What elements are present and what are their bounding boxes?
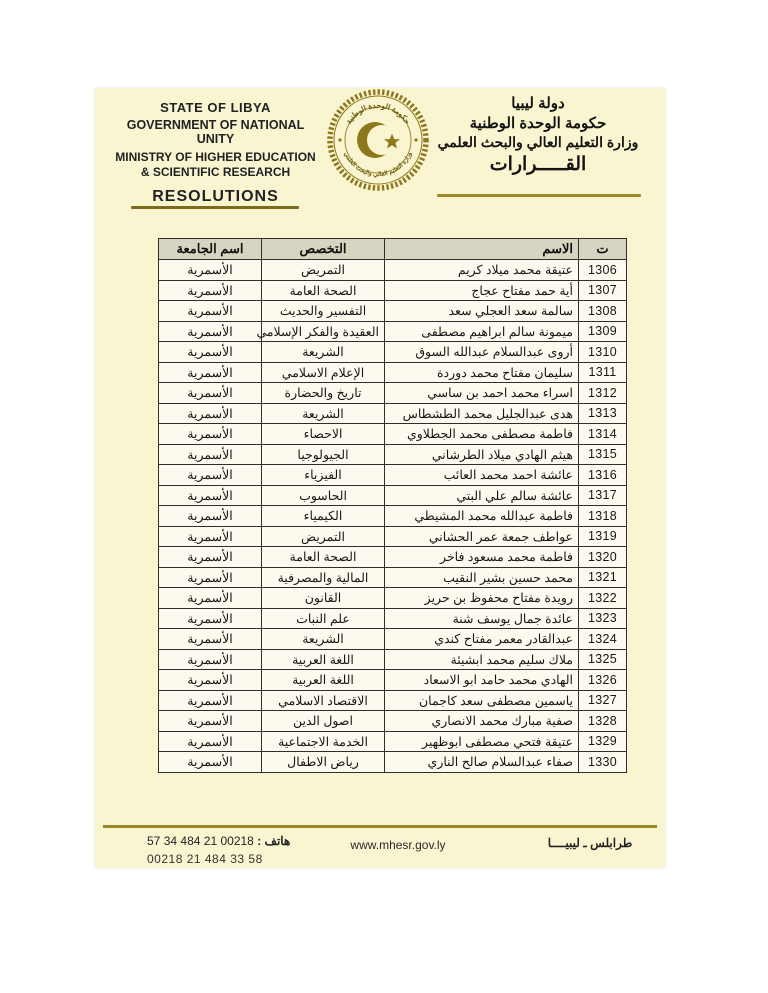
cell-name: عبدالقادر معمر مفتاح كندي [385,629,579,650]
state-line-en: STATE OF LIBYA [160,100,271,115]
cell-name: عواطف جمعة عمر الحشاني [385,526,579,547]
table-row [159,690,627,711]
cell-name: اسراء محمد احمد بن ساسي [385,383,579,404]
cell-university: الأسمرية [159,424,262,445]
cell-university: الأسمرية [159,403,262,424]
cell-number: 1323 [579,608,627,629]
cell-name: فاطمة مصطفى محمد الجطلاوي [385,424,579,445]
cell-specialty: تاريخ والحضارة [262,383,385,404]
ministry-line2-en: & SCIENTIFIC RESEARCH [140,165,291,179]
table-row [159,362,627,383]
cell-number: 1313 [579,403,627,424]
cell-specialty: اللغة العربية [262,670,385,691]
cell-specialty: المالية والمصرفية [262,567,385,588]
cell-number: 1326 [579,670,627,691]
cell-name: أروى عبدالسلام عبدالله السوق [385,342,579,363]
svg-text:حكومة الوحدة الوطنية: حكومة الوحدة الوطنية [343,100,413,126]
cell-university: الأسمرية [159,711,262,732]
cell-name: عائدة جمال يوسف شنة [385,608,579,629]
cell-university: الأسمرية [159,444,262,465]
footer [95,832,665,868]
cell-number: 1321 [579,567,627,588]
cell-university: الأسمرية [159,506,262,527]
cell-number: 1307 [579,280,627,301]
cell-university: الأسمرية [159,752,262,773]
table-row [159,506,627,527]
cell-specialty: الشريعة [262,342,385,363]
cell-name: سليمان مفتاح محمد دوردة [385,362,579,383]
cell-specialty: الفيزياء [262,465,385,486]
cell-specialty: التمريض [262,526,385,547]
cell-number: 1312 [579,383,627,404]
cell-university: الأسمرية [159,547,262,568]
table-header-row [159,239,627,260]
cell-university: الأسمرية [159,342,262,363]
cell-name: فاطمة محمد مسعود فاخر [385,547,579,568]
ministry-line1-en: MINISTRY OF HIGHER EDUCATION [115,150,316,164]
cell-number: 1316 [579,465,627,486]
table-row [159,280,627,301]
cell-number: 1329 [579,731,627,752]
cell-university: الأسمرية [159,526,262,547]
table-row [159,629,627,650]
header-name: الاسم [385,239,579,260]
underline-arabic [437,194,641,197]
cell-university: الأسمرية [159,649,262,670]
cell-number: 1325 [579,649,627,670]
ministry-line-ar: وزارة التعليم العالي والبحث العلمي [437,134,639,150]
svg-text:وزارة التعليم العالي والبحث ال: وزارة التعليم العالي والبحث العلمي [342,151,414,179]
cell-name: أية حمد مفتاح عجاج [385,280,579,301]
table-row [159,444,627,465]
ministry-seal-icon [326,88,430,192]
cell-specialty: رياض الاطفال [262,752,385,773]
cell-name: سالمة سعد العجلي سعد [385,301,579,322]
table-row [159,260,627,281]
cell-name: عتيقة محمد ميلاد كريم [385,260,579,281]
table-row [159,383,627,404]
table-row [159,465,627,486]
cell-specialty: الاحصاء [262,424,385,445]
cell-specialty: الشريعة [262,629,385,650]
cell-specialty: اصول الدين [262,711,385,732]
table-row [159,670,627,691]
ministry-seal [326,88,430,192]
cell-name: الهادي محمد حامد ابو الاسعاد [385,670,579,691]
website-url: www.mhesr.gov.ly [350,838,446,852]
cell-number: 1319 [579,526,627,547]
cell-name: ياسمين مصطفى سعد كاجمان [385,690,579,711]
header-number: ت [579,239,627,260]
table-row [159,567,627,588]
cell-name: صفية مبارك محمد الانصاري [385,711,579,732]
results-table [158,238,627,773]
government-line-en: GOVERNMENT OF NATIONAL UNITY [126,118,305,146]
cell-number: 1314 [579,424,627,445]
cell-university: الأسمرية [159,465,262,486]
table-row [159,403,627,424]
cell-specialty: الجيولوجيا [262,444,385,465]
cell-specialty: الشريعة [262,403,385,424]
table-row [159,588,627,609]
cell-number: 1309 [579,321,627,342]
cell-university: الأسمرية [159,280,262,301]
cell-number: 1308 [579,301,627,322]
cell-university: الأسمرية [159,260,262,281]
cell-number: 1315 [579,444,627,465]
cell-number: 1330 [579,752,627,773]
table-row [159,711,627,732]
cell-number: 1311 [579,362,627,383]
cell-specialty: الاقتصاد الاسلامي [262,690,385,711]
cell-name: ميمونة سالم ابراهيم مصطفى [385,321,579,342]
cell-name: ملاك سليم محمد ابشيئة [385,649,579,670]
table-row [159,301,627,322]
table-row [159,608,627,629]
cell-name: هيثم الهادي ميلاد الطرشاني [385,444,579,465]
table-row [159,321,627,342]
cell-name: فاطمة عبدالله محمد المشيطي [385,506,579,527]
cell-name: هدى عبدالجليل محمد الطشطاس [385,403,579,424]
cell-university: الأسمرية [159,690,262,711]
cell-specialty: الصحة العامة [262,547,385,568]
table-row [159,526,627,547]
results-table-wrap [158,238,627,773]
underline-english [131,206,299,209]
header-specialty: التخصص [262,239,385,260]
phone-number: 00218 21 484 34 57 [147,834,254,848]
cell-university: الأسمرية [159,362,262,383]
cell-university: الأسمرية [159,301,262,322]
cell-specialty: التفسير والحديث [262,301,385,322]
cell-specialty: الصحة العامة [262,280,385,301]
resolutions-title-en: RESOLUTIONS [152,188,279,205]
results-table-body [159,260,627,773]
table-row [159,547,627,568]
cell-specialty: العقيدة والفكر الإسلامي [262,321,385,342]
cell-university: الأسمرية [159,383,262,404]
cell-university: الأسمرية [159,670,262,691]
cell-number: 1318 [579,506,627,527]
cell-university: الأسمرية [159,588,262,609]
footer-separator [103,825,657,828]
cell-university: الأسمرية [159,321,262,342]
table-row [159,424,627,445]
government-line-ar: حكومة الوحدة الوطنية [469,115,607,132]
cell-number: 1322 [579,588,627,609]
cell-name: عتيقة فتحي مصطفى ابوظهير [385,731,579,752]
cell-specialty: علم النبات [262,608,385,629]
cell-university: الأسمرية [159,731,262,752]
letterhead-english [113,100,318,206]
cell-name: عائشة احمد محمد العائب [385,465,579,486]
table-row [159,752,627,773]
cell-university: الأسمرية [159,485,262,506]
state-line-ar: دولة ليبيا [511,95,565,112]
cell-specialty: الحاسوب [262,485,385,506]
resolutions-title-ar: القـــــرارات [489,154,587,175]
cell-number: 1306 [579,260,627,281]
cell-university: الأسمرية [159,567,262,588]
cell-number: 1317 [579,485,627,506]
cell-specialty: الكيمياء [262,506,385,527]
cell-specialty: القانون [262,588,385,609]
cell-number: 1324 [579,629,627,650]
table-row [159,731,627,752]
table-row [159,342,627,363]
header-university: اسم الجامعة [159,239,262,260]
cell-number: 1327 [579,690,627,711]
phone-label: هاتف : [257,834,291,848]
table-row [159,649,627,670]
cell-name: عائشة سالم علي البتي [385,485,579,506]
cell-university: الأسمرية [159,629,262,650]
cell-name: رويدة مفتاح محفوظ بن حريز [385,588,579,609]
phone-line-2-clipped: 00218 21 484 33 58 [147,852,263,866]
table-row [159,485,627,506]
phone-line [147,834,357,848]
cell-specialty: التمريض [262,260,385,281]
cell-name: صفاء عبدالسلام صالح الناري [385,752,579,773]
cell-specialty: اللغة العربية [262,649,385,670]
cell-number: 1310 [579,342,627,363]
cell-university: الأسمرية [159,608,262,629]
cell-specialty: الخدمة الاجتماعية [262,731,385,752]
cell-number: 1328 [579,711,627,732]
letterhead-arabic [425,94,651,176]
cell-number: 1320 [579,547,627,568]
cell-specialty: الإعلام الاسلامي [262,362,385,383]
scanned-document [95,88,665,868]
cell-name: محمد حسين بشير النقيب [385,567,579,588]
city-label: طرابلس ـ ليبيــــا [547,836,633,850]
